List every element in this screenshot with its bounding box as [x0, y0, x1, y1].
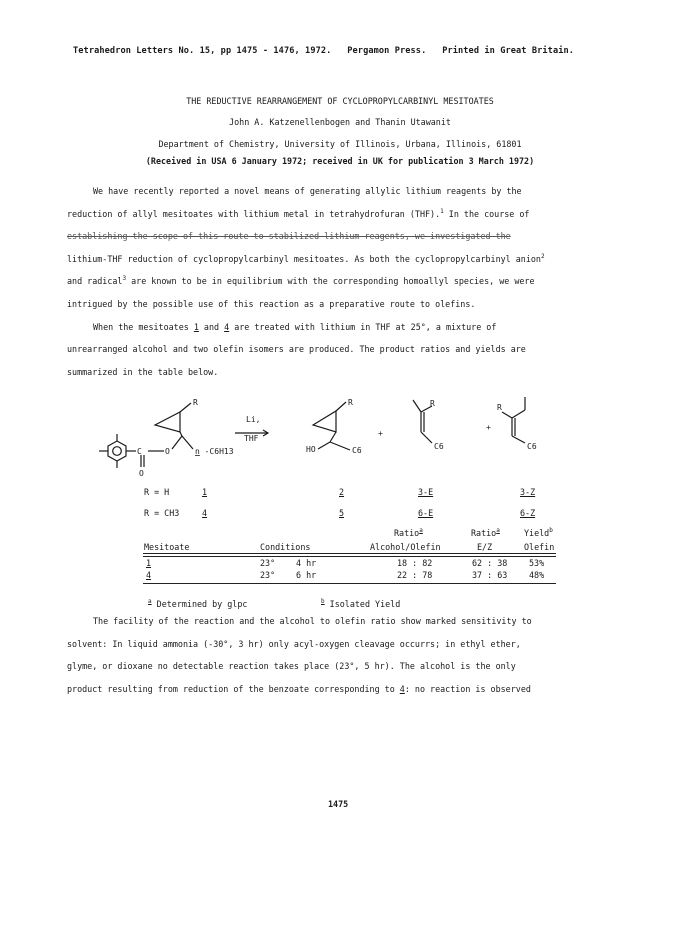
table-rule	[143, 583, 556, 584]
substituent-label: R	[193, 398, 198, 407]
table-header: Conditions	[260, 542, 311, 552]
substituent-label: R	[497, 403, 502, 412]
cyclopropane-ring	[313, 411, 336, 432]
table-header: Ratio$^a$	[471, 527, 500, 538]
authors: John A. Katzenellenbogen and Thanin Utawanit	[229, 117, 451, 127]
publisher: Pergamon Press.	[347, 46, 427, 56]
ref-marker: 3	[122, 275, 127, 283]
ester-carbon-label: C	[137, 447, 142, 456]
hexyl-label: C6	[352, 446, 362, 455]
body-line: reduction of allyl mesitoates with lithium metal in tetrahydrofuran (THF).$^1$ In the course of	[67, 208, 530, 219]
ref-marker: 1	[440, 208, 444, 216]
table-header: Alcohol/Olefin	[370, 542, 441, 552]
table-cell: 53%	[529, 558, 545, 568]
body-line: lithium-THF reduction of cyclopropylcarbinyl mesitoates. As both the cyclopropylcarbinyl anion$^2$	[67, 253, 545, 264]
plus-sign: +	[486, 423, 491, 432]
table-header: Yield$^b$	[524, 527, 553, 538]
hexyl-label: C6	[527, 442, 537, 451]
table-rule	[143, 553, 556, 554]
body-line: When the mesitoates 1 and 4 are treated with lithium in THF at 25°, a mixture of	[93, 322, 497, 332]
hydroxyl-label: HO	[306, 445, 316, 454]
journal-citation: Tetrahedron Letters No. 15, pp 1475 - 1476, 1972.	[73, 46, 332, 56]
plus-sign: +	[378, 429, 383, 438]
compound-number: 4	[202, 508, 208, 518]
compound-number: 5	[339, 508, 345, 518]
compound-number: 2	[339, 487, 345, 497]
table-cell: 23°	[260, 558, 276, 568]
table-cell: 18 : 82	[397, 558, 433, 568]
hexyl-label: C6	[434, 442, 444, 451]
table-row	[0, 570, 680, 584]
mesityl-ring	[108, 441, 126, 461]
table-cell: 62 : 38	[472, 558, 508, 568]
body-line: unrearranged alcohol and two olefin isomers are produced. The product ratios and yields are	[67, 344, 526, 354]
compound-number: 3-E	[418, 487, 434, 497]
running-header	[73, 46, 574, 56]
ester-oxygen-label: O	[165, 447, 170, 456]
compound-number: 3-Z	[520, 487, 536, 497]
footnote-a: $^a$ Determined by glpc	[148, 598, 248, 609]
footnote-b: $^b$ Isolated Yield	[321, 598, 401, 609]
body-line: solvent: In liquid ammonia (-30°, 3 hr) only acyl-oxygen cleavage occurrs; in ethyl ether,	[67, 639, 521, 649]
compound-number: 6-E	[418, 508, 434, 518]
body-line: The facility of the reaction and the alcohol to olefin ratio show marked sensitivity to	[93, 616, 532, 626]
row-label: R = H	[144, 487, 170, 497]
table-cell: 1	[146, 558, 152, 568]
compound-number: 1	[202, 487, 208, 497]
compound-ref: 4	[399, 684, 405, 694]
cyclopropane-ring	[155, 412, 180, 432]
body-line: glyme, or dioxane no detectable reaction takes place (23°, 5 hr). The alcohol is the only	[67, 661, 516, 671]
affiliation: Department of Chemistry, University of Illinois, Urbana, Illinois, 61801	[158, 139, 522, 149]
alkyl-label: n -C6H13	[195, 447, 234, 456]
compound-ref: 4	[224, 322, 230, 332]
row-label: R = CH3	[144, 508, 180, 518]
solvent-label: THF	[244, 434, 259, 443]
substituent-label: R	[430, 399, 435, 408]
body-line: We have recently reported a novel means of generating allylic lithium reagents by the	[93, 186, 522, 196]
table-cell: 48%	[529, 570, 545, 580]
received-dates: (Received in USA 6 January 1972; received in UK for publication 3 March 1972)	[145, 156, 535, 166]
table-header: Ratio$^a$	[394, 527, 423, 538]
body-line: establishing the scope of this route to stabilized lithium reagents, we investigated the	[67, 231, 511, 241]
table-header: E/Z	[477, 542, 493, 552]
compound-ref: 1	[193, 322, 199, 332]
table-cell: 37 : 63	[472, 570, 508, 580]
reagent-label: Li,	[246, 415, 261, 424]
table-cell: 23°	[260, 570, 276, 580]
table-cell: 6 hr	[296, 570, 317, 580]
body-line: product resulting from reduction of the benzoate corresponding to 4: no reaction is observed	[67, 684, 531, 694]
compound-number: 6-Z	[520, 508, 536, 518]
body-line: summarized in the table below.	[67, 367, 219, 377]
ref-marker: 2	[540, 253, 545, 261]
table-header: Olefin	[524, 542, 555, 552]
table-cell: 4	[146, 570, 152, 580]
table-header: Mesitoate	[144, 542, 190, 552]
printed-in: Printed in Great Britain.	[442, 46, 575, 56]
carbonyl-oxygen-label: O	[139, 469, 144, 478]
body-line: and radical$^3$ are known to be in equilibrium with the corresponding homoallyl species, we were	[67, 275, 535, 286]
substituent-label: R	[348, 398, 353, 407]
body-line: intrigued by the possible use of this reaction as a preparative route to olefins.	[67, 299, 476, 309]
page-number: 1475	[328, 799, 349, 809]
table-rule	[143, 556, 556, 557]
paper-title: THE REDUCTIVE REARRANGEMENT OF CYCLOPROPYLCARBINYL MESITOATES	[186, 96, 494, 106]
table-cell: 4 hr	[296, 558, 317, 568]
table-cell: 22 : 78	[397, 570, 433, 580]
